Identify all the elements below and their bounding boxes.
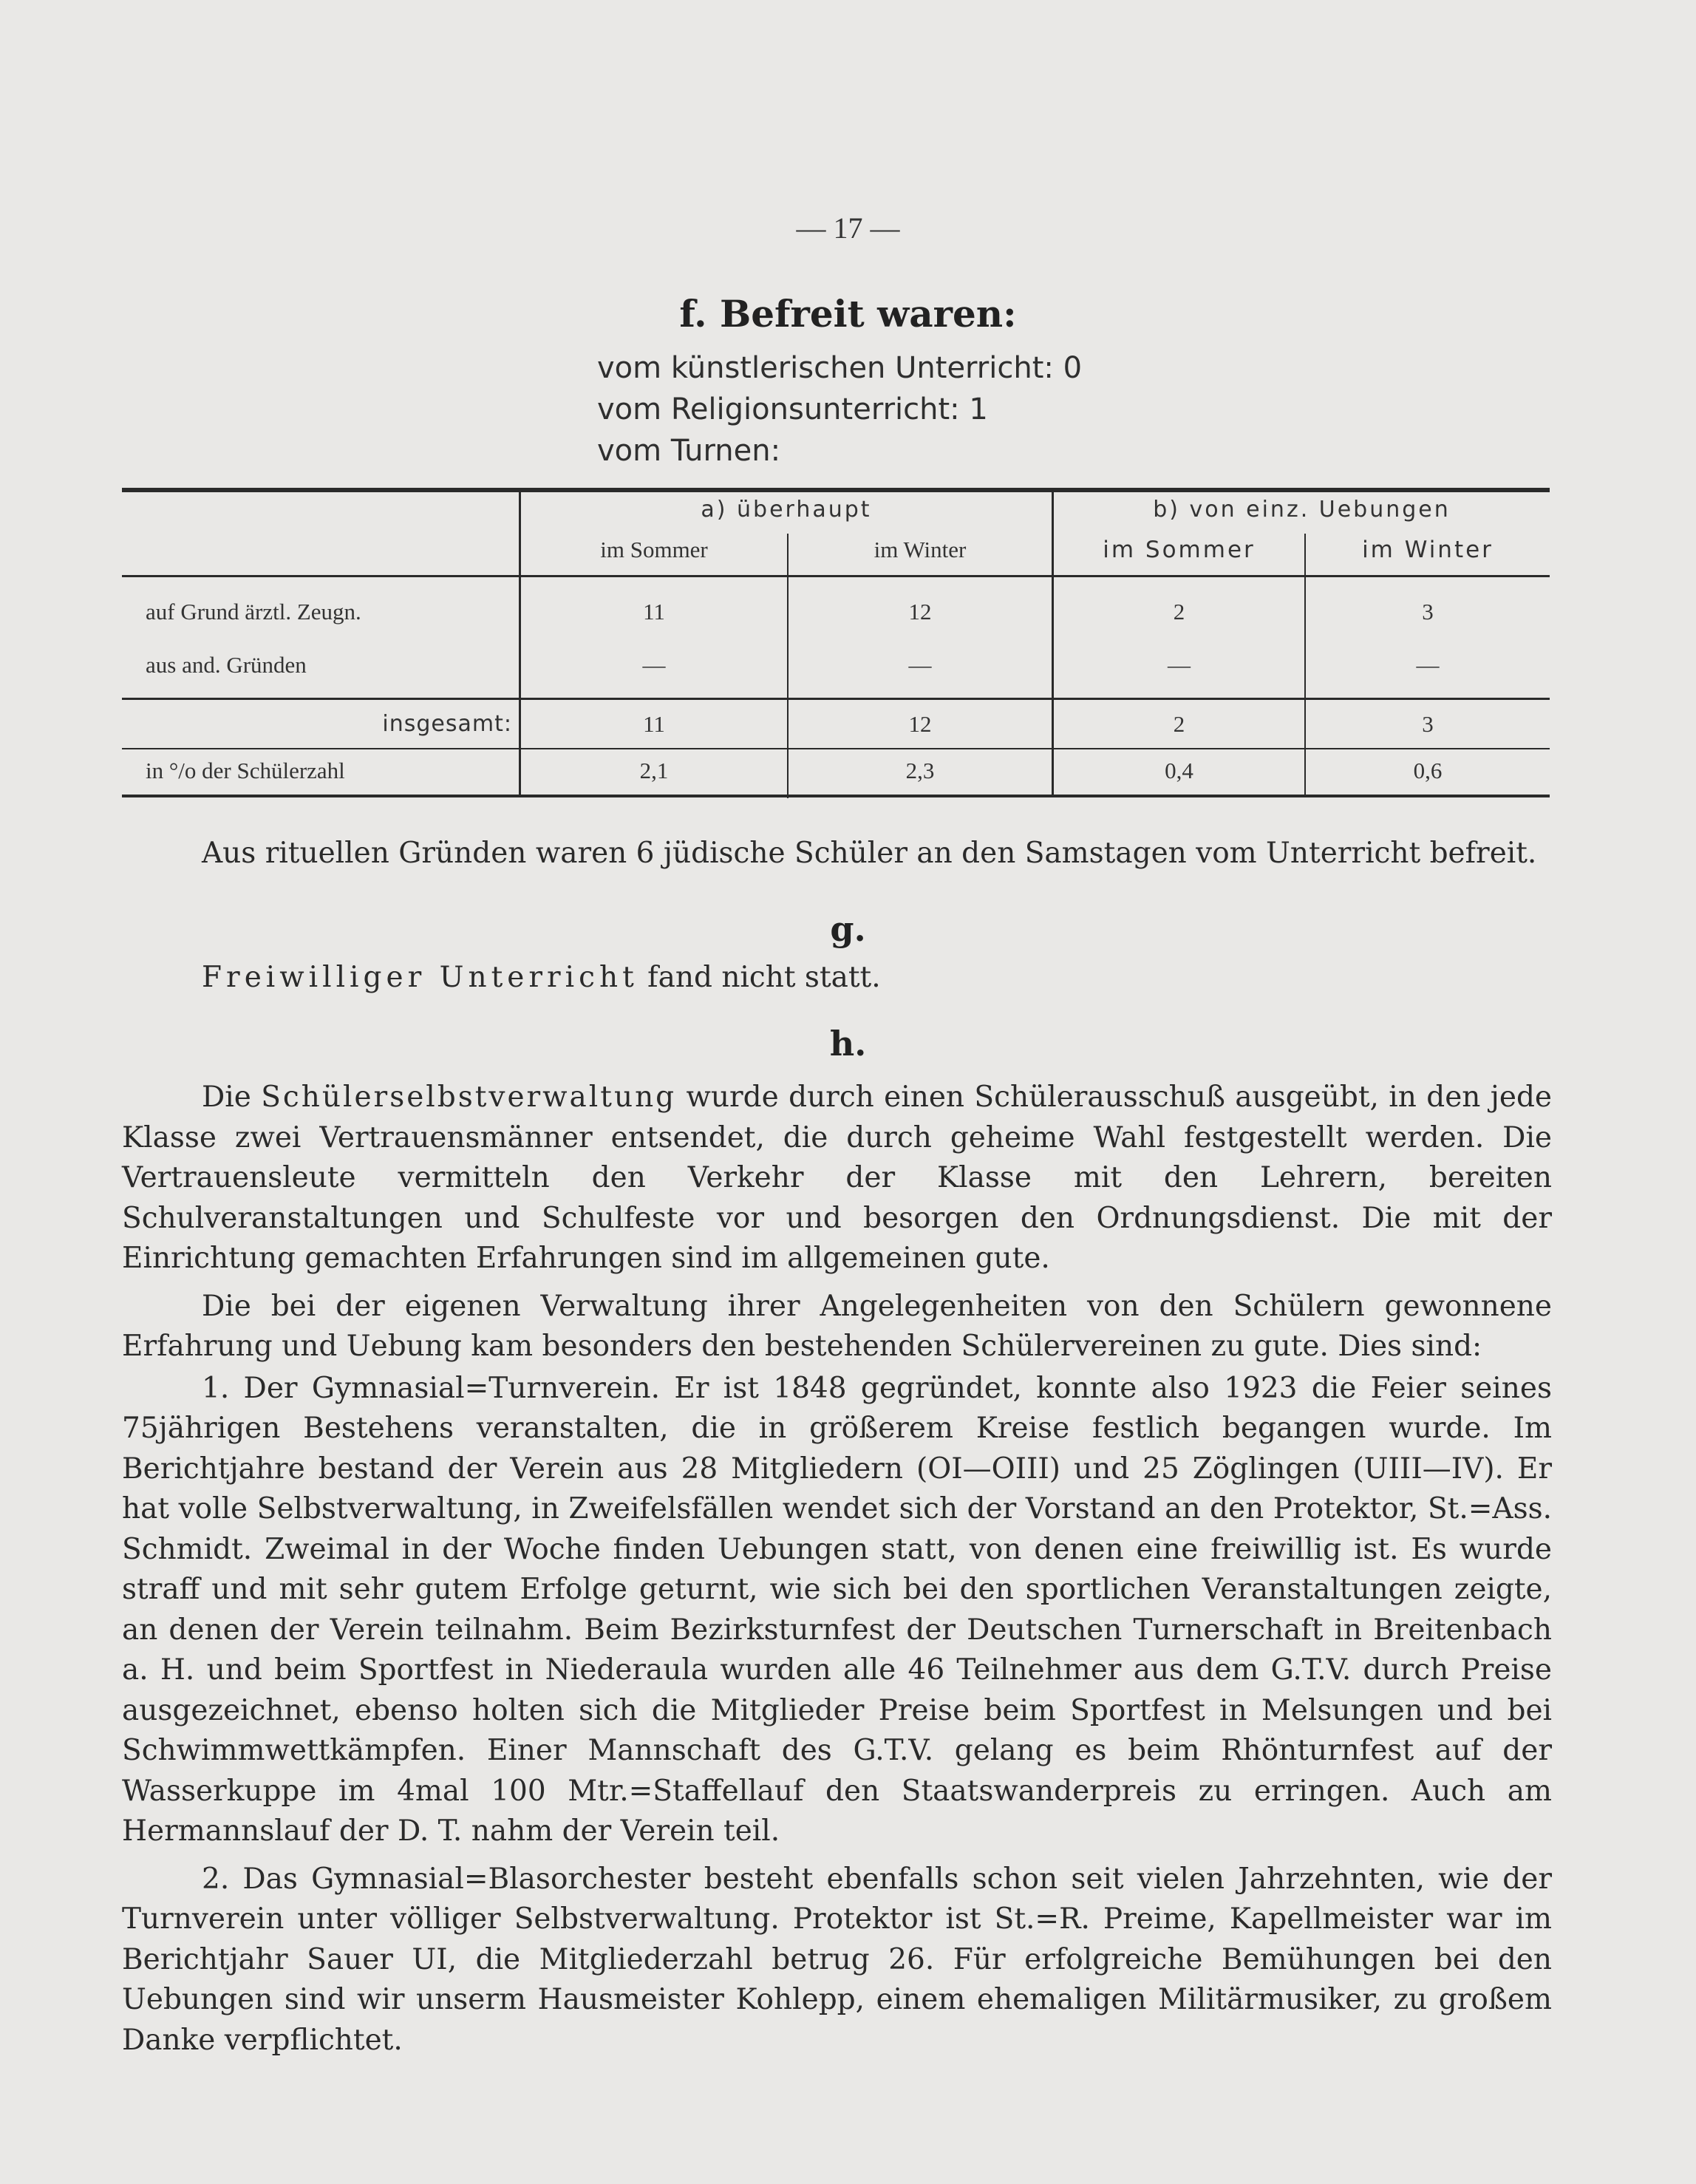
table-bottom-rule xyxy=(122,795,1550,797)
table-cell: 12 xyxy=(908,711,932,737)
subheader-b-summer: im Sommer xyxy=(1103,537,1256,563)
section-h-heading: h. xyxy=(829,1024,867,1064)
section-g-heading: g. xyxy=(830,909,866,949)
exemption-list xyxy=(597,347,1082,472)
table-cell: — xyxy=(908,652,932,678)
section-f-title: f. Befreit waren: xyxy=(679,292,1017,336)
row-label-percent: in °/o der Schülerzahl xyxy=(146,758,345,783)
table-total-rule xyxy=(122,698,1550,700)
voluntary-lessons-term: Freiwilliger Unterricht xyxy=(202,961,638,994)
subheader-a-summer: im Sommer xyxy=(600,537,708,562)
table-cell: 3 xyxy=(1422,599,1434,625)
exemption-table xyxy=(122,488,1550,798)
row-label-other: aus and. Gründen xyxy=(146,652,307,678)
table-cell: 2 xyxy=(1173,599,1185,625)
table-cell: 11 xyxy=(643,711,665,737)
self-administration-term: Schülerselbstverwaltung xyxy=(261,1081,677,1114)
ritual-note: Aus rituellen Gründen waren 6 jüdische Schüler an den Samstagen vom Unterricht befreit. xyxy=(202,837,1537,870)
p1-rest: wurde durch einen Schülerausschuß ausgeübt, in den jede Klasse zwei Vertrauensmänner entsendet, die durch geheime Wahl festgestellt werden. Die Vertrauensleute vermitteln den Verkehr der Klasse mit den Lehrern, bereiten Schulveranstaltungen und Schulfeste vor und besorgen den Ordnungsdienst. Die mit der Einrichtung gemachten Erfahrungen sind im allgemeinen gute. xyxy=(122,1081,1552,1275)
row-label-medical: auf Grund ärztl. Zeugn. xyxy=(146,599,361,625)
paragraph-self-administration xyxy=(122,1078,1552,1279)
exemption-gym: vom Turnen: xyxy=(597,434,781,468)
paragraph-gym-club: 1. Der Gymnasial=Turnverein. Er ist 1848 gegründet, konnte also 1923 die Feier seines 75jährigen Bestehens veranstalten, die in größerem Kreise festlich begangen wurde. Im Berichtjahre bestand der Verein aus 28 Mitgliedern (OI—OIII) und 25 Zöglingen (UIII—IV). Er hat volle Selbstverwaltung, in Zweifelsfällen wendet sich der Vorstand an den Protektor, St.=Ass. Schmidt. Zweimal in der Woche finden Uebungen statt, von denen eine freiwillig ist. Es wurde straff und mit sehr gutem Erfolge geturnt, wie sich bei den sportlichen Veranstaltungen zeigte, an denen der Verein teilnahm. Beim Bezirksturnfest der Deutschen Turnerschaft in Breitenbach a. H. und beim Sportfest in Niederaula wurden alle 46 Teilnehmer aus dem G.T.V. durch Preise ausgezeichnet, ebenso holten sich die Mitglieder Preise beim Sportfest in Melsungen und bei Schwimmwettkämpfen. Einer Mannschaft des G.T.V. gelang es beim Rhönturnfest auf der Wasserkuppe im 4mal 100 Mtr.=Staffellauf den Staatswanderpreis zu erringen. Auch am Hermannslauf der D. T. nahm der Verein teil. xyxy=(122,1371,1552,1848)
p1-lead: Die xyxy=(202,1081,262,1114)
paragraph-brass-orchestra: 2. Das Gymnasial=Blasorchester besteht ebenfalls schon seit vielen Jahrzehnten, wie der Turnverein unter völliger Selbstverwaltung. Protektor ist St.=R. Preime, Kapellmeister war im Berichtjahr Sauer UI, die Mitgliederzahl betrug 26. Für erfolgreiche Bemühungen bei den Uebungen sind wir unserm Hausmeister Kohlepp, einem ehemaligen Militärmusiker, zu großem Danke verpflichtet. xyxy=(122,1862,1552,2057)
table-cell: 2 xyxy=(1173,711,1185,737)
subheader-a-winter: im Winter xyxy=(873,537,967,562)
table-cell: — xyxy=(1168,652,1191,678)
table-cell: 2,1 xyxy=(639,758,669,783)
section-h-body xyxy=(122,1078,1552,2061)
table-cell: — xyxy=(642,652,666,678)
table-cell: 11 xyxy=(643,599,665,625)
table-cell: — xyxy=(1416,652,1440,678)
section-g-text xyxy=(122,958,1552,999)
table-header-rule xyxy=(122,575,1550,577)
table-row-rule xyxy=(122,748,1550,749)
table-cell: 0,6 xyxy=(1413,758,1443,783)
section-g-rest: fand nicht statt. xyxy=(638,961,881,994)
header-group-b: b) von einz. Uebungen xyxy=(1153,497,1451,523)
table-cell: 0,4 xyxy=(1165,758,1193,783)
page-number: — 17 — xyxy=(796,211,900,245)
paragraph-clubs-intro: Die bei der eigenen Verwaltung ihrer Angelegenheiten von den Schülern gewonnene Erfahrung und Uebung kam besonders den bestehenden Schülervereinen zu gute. Dies sind: xyxy=(122,1289,1552,1363)
exemption-religion: vom Religionsunterricht: 1 xyxy=(597,392,988,426)
table-top-rule xyxy=(122,488,1550,492)
table-cell: 12 xyxy=(908,599,932,625)
exemption-art: vom künstlerischen Unterricht: 0 xyxy=(597,351,1083,385)
table-cell: 2,3 xyxy=(905,758,935,783)
table-cell: 3 xyxy=(1422,711,1434,737)
subheader-b-winter: im Winter xyxy=(1362,537,1494,563)
header-group-a: a) überhaupt xyxy=(701,497,872,523)
row-label-total: insgesamt: xyxy=(382,711,512,737)
